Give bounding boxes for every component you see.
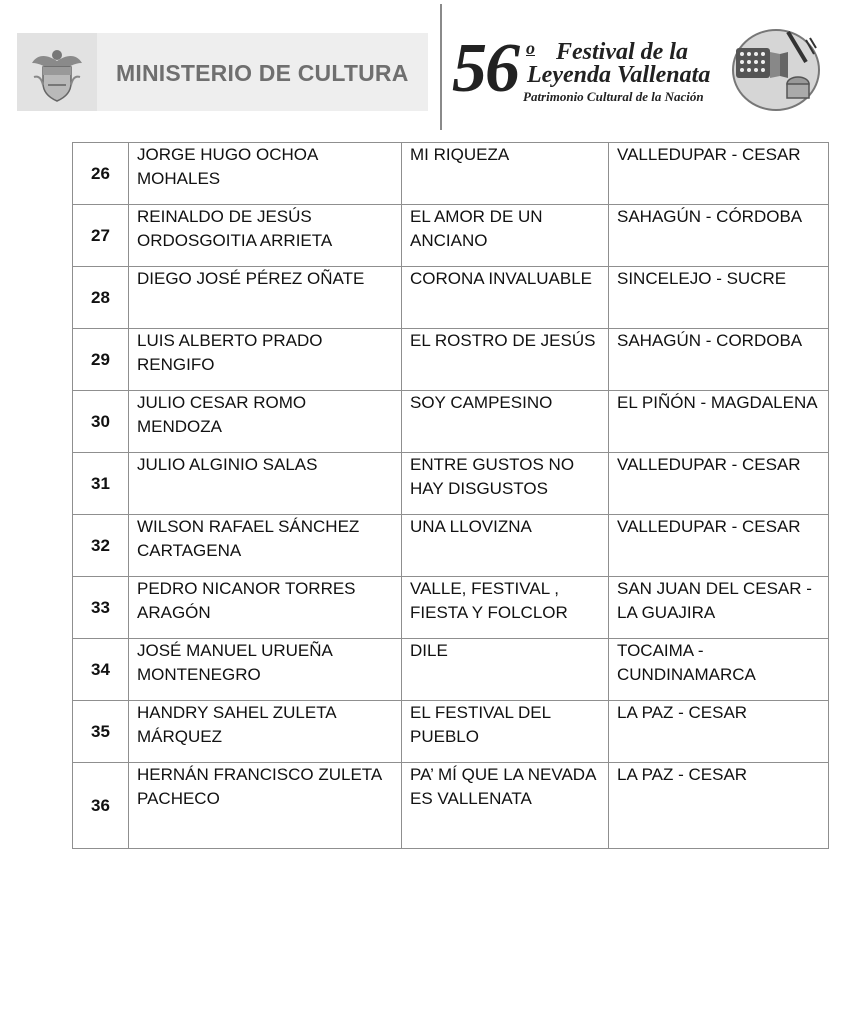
table-row bbox=[73, 143, 829, 205]
origin-place: LA PAZ - CESAR bbox=[609, 701, 829, 763]
participants-table bbox=[72, 142, 829, 849]
table-row bbox=[73, 639, 829, 701]
song-title: EL FESTIVAL DEL PUEBLO bbox=[402, 701, 609, 763]
origin-place: VALLEDUPAR - CESAR bbox=[609, 515, 829, 577]
participant-name: HANDRY SAHEL ZULETA MÁRQUEZ bbox=[129, 701, 402, 763]
song-title: EL AMOR DE UN ANCIANO bbox=[402, 205, 609, 267]
origin-place: TOCAIMA - CUNDINAMARCA bbox=[609, 639, 829, 701]
row-number: 29 bbox=[73, 329, 129, 391]
song-title: UNA LLOVIZNA bbox=[402, 515, 609, 577]
row-number: 36 bbox=[73, 763, 129, 849]
participant-name: JULIO ALGINIO SALAS bbox=[129, 453, 402, 515]
festival-number: 56 bbox=[452, 30, 518, 107]
song-title: VALLE, FESTIVAL , FIESTA Y FOLCLOR bbox=[402, 577, 609, 639]
festival-ordinal: o bbox=[526, 38, 535, 58]
row-number: 32 bbox=[73, 515, 129, 577]
row-number: 35 bbox=[73, 701, 129, 763]
row-number: 26 bbox=[73, 143, 129, 205]
row-number: 30 bbox=[73, 391, 129, 453]
song-title: EL ROSTRO DE JESÚS bbox=[402, 329, 609, 391]
accordion-emblem-icon bbox=[728, 24, 820, 112]
origin-place: SINCELEJO - SUCRE bbox=[609, 267, 829, 329]
origin-place: SAHAGÚN - CORDOBA bbox=[609, 329, 829, 391]
table-row bbox=[73, 267, 829, 329]
song-title: CORONA INVALUABLE bbox=[402, 267, 609, 329]
table-row bbox=[73, 701, 829, 763]
table-row bbox=[73, 515, 829, 577]
origin-place: VALLEDUPAR - CESAR bbox=[609, 143, 829, 205]
header-divider bbox=[440, 4, 442, 130]
origin-place: SAHAGÚN - CÓRDOBA bbox=[609, 205, 829, 267]
origin-place: EL PIÑÓN - MAGDALENA bbox=[609, 391, 829, 453]
table-row bbox=[73, 205, 829, 267]
participant-name: LUIS ALBERTO PRADO RENGIFO bbox=[129, 329, 402, 391]
song-title: DILE bbox=[402, 639, 609, 701]
row-number: 34 bbox=[73, 639, 129, 701]
ministry-banner bbox=[17, 33, 428, 111]
row-number: 28 bbox=[73, 267, 129, 329]
participant-name: DIEGO JOSÉ PÉREZ OÑATE bbox=[129, 267, 402, 329]
origin-place: VALLEDUPAR - CESAR bbox=[609, 453, 829, 515]
festival-title-line2: Leyenda Vallenata bbox=[527, 62, 711, 88]
participant-name: JOSÉ MANUEL URUEÑA MONTENEGRO bbox=[129, 639, 402, 701]
origin-place: SAN JUAN DEL CESAR - LA GUAJIRA bbox=[609, 577, 829, 639]
table-row bbox=[73, 391, 829, 453]
participant-name: REINALDO DE JESÚS ORDOSGOITIA ARRIETA bbox=[129, 205, 402, 267]
song-title: ENTRE GUSTOS NO HAY DISGUSTOS bbox=[402, 453, 609, 515]
row-number: 33 bbox=[73, 577, 129, 639]
table-row bbox=[73, 577, 829, 639]
coat-of-arms-icon bbox=[17, 33, 97, 111]
table-row bbox=[73, 763, 829, 849]
participant-name: JULIO CESAR ROMO MENDOZA bbox=[129, 391, 402, 453]
row-number: 31 bbox=[73, 453, 129, 515]
table-row bbox=[73, 329, 829, 391]
table-row bbox=[73, 453, 829, 515]
ministry-title: MINISTERIO DE CULTURA bbox=[116, 60, 409, 86]
song-title: PA’ MÍ QUE LA NEVADA ES VALLENATA bbox=[402, 763, 609, 849]
participant-name: WILSON RAFAEL SÁNCHEZ CARTAGENA bbox=[129, 515, 402, 577]
song-title: MI RIQUEZA bbox=[402, 143, 609, 205]
origin-place: LA PAZ - CESAR bbox=[609, 763, 829, 849]
participant-name: JORGE HUGO OCHOA MOHALES bbox=[129, 143, 402, 205]
page-header bbox=[0, 0, 867, 135]
festival-subtitle: Patrimonio Cultural de la Nación bbox=[523, 89, 704, 104]
song-title: SOY CAMPESINO bbox=[402, 391, 609, 453]
participant-name: HERNÁN FRANCISCO ZULETA PACHECO bbox=[129, 763, 402, 849]
participant-name: PEDRO NICANOR TORRES ARAGÓN bbox=[129, 577, 402, 639]
row-number: 27 bbox=[73, 205, 129, 267]
festival-title-line1: Festival de la bbox=[556, 39, 688, 65]
